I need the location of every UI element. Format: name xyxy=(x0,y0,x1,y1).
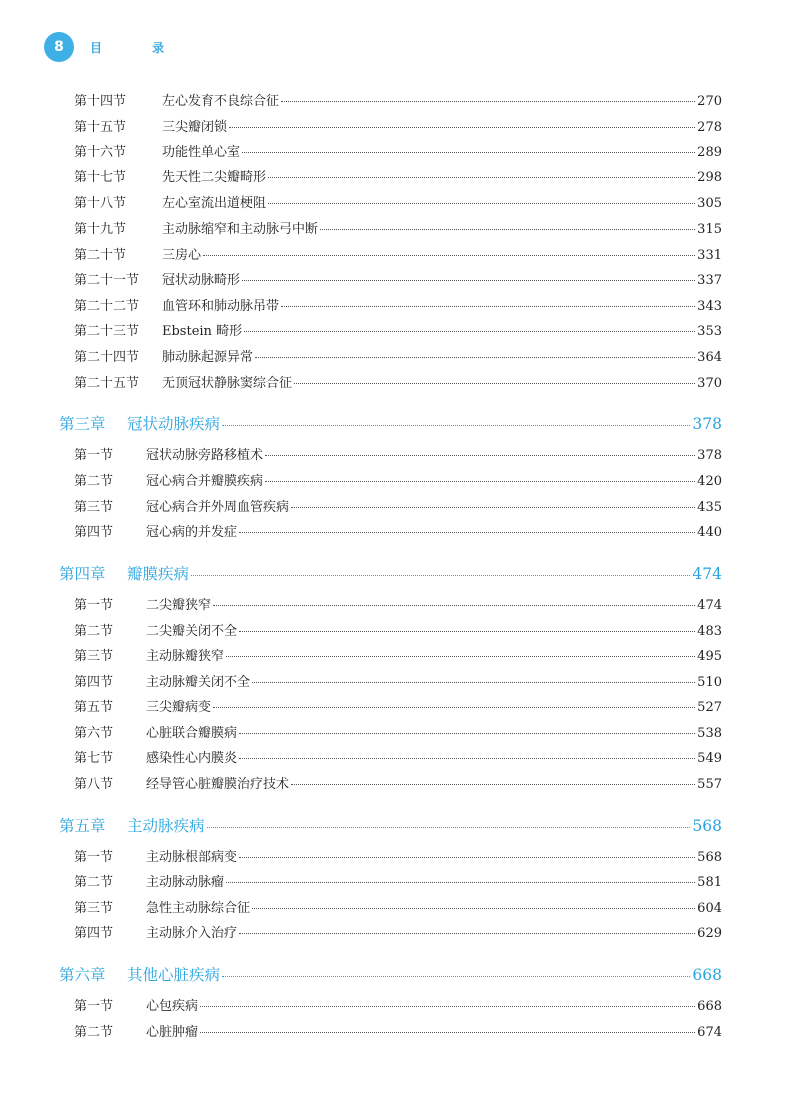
section-number: 第三节 xyxy=(74,901,114,916)
page-number: 420 xyxy=(697,474,722,489)
section-number: 第七节 xyxy=(74,751,114,766)
section-number: 第二节 xyxy=(74,1025,114,1040)
dot-leader xyxy=(229,127,695,128)
section-number: 第六节 xyxy=(74,726,114,741)
toc-section-row[interactable] xyxy=(74,244,722,263)
section-number: 第二十四节 xyxy=(74,350,140,365)
section-number: 第十八节 xyxy=(74,196,127,211)
section-number: 第一节 xyxy=(74,850,114,865)
toc-section-row[interactable] xyxy=(74,90,722,109)
section-number: 第八节 xyxy=(74,777,114,792)
section-title: 主动脉根部病变 xyxy=(146,850,238,865)
dot-leader xyxy=(242,280,695,281)
page-number-badge: 8 xyxy=(44,32,74,62)
section-title: 急性主动脉综合征 xyxy=(146,901,251,916)
section-number: 第三节 xyxy=(74,500,114,515)
section-title: Ebstein 畸形 xyxy=(162,324,243,339)
page-number: 378 xyxy=(697,448,722,463)
toc-section-row[interactable] xyxy=(74,594,722,613)
dot-leader xyxy=(252,908,695,909)
page-number: 581 xyxy=(697,875,722,890)
toc-section-row[interactable] xyxy=(74,871,722,890)
dot-leader xyxy=(239,933,695,934)
chapter-number: 第四章 xyxy=(59,565,106,583)
page-number: 278 xyxy=(697,120,722,135)
toc-section-row[interactable] xyxy=(74,747,722,766)
dot-leader xyxy=(291,507,695,508)
toc-section-row[interactable] xyxy=(74,218,722,237)
dot-leader xyxy=(294,383,695,384)
dot-leader xyxy=(265,455,695,456)
toc-section-row[interactable] xyxy=(74,620,722,639)
dot-leader xyxy=(207,827,691,828)
page-number: 557 xyxy=(697,777,722,792)
page-number: 435 xyxy=(697,500,722,515)
page-number: 527 xyxy=(697,700,722,715)
toc-section-row[interactable] xyxy=(74,1021,722,1040)
section-number: 第一节 xyxy=(74,598,114,613)
page-number: 370 xyxy=(697,376,722,391)
page-number: 538 xyxy=(697,726,722,741)
page-header xyxy=(44,32,187,62)
dot-leader xyxy=(213,707,695,708)
section-title: 肺动脉起源异常 xyxy=(162,350,254,365)
section-title: 主动脉瓣狭窄 xyxy=(146,649,225,664)
page-number: 510 xyxy=(697,675,722,690)
page-number: 270 xyxy=(697,94,722,109)
page-number: 568 xyxy=(692,817,722,835)
toc-section-row[interactable] xyxy=(74,846,722,865)
toc-chapter-row[interactable] xyxy=(59,814,722,836)
dot-leader xyxy=(244,331,695,332)
section-number: 第十四节 xyxy=(74,94,127,109)
page-number: 668 xyxy=(692,966,722,984)
dot-leader xyxy=(226,882,695,883)
dot-leader xyxy=(291,784,695,785)
section-title: 冠状动脉旁路移植术 xyxy=(146,448,264,463)
toc-section-row[interactable] xyxy=(74,645,722,664)
section-title: 冠心病的并发症 xyxy=(146,525,238,540)
section-title: 三尖瓣病变 xyxy=(146,700,212,715)
toc-section-row[interactable] xyxy=(74,444,722,463)
dot-leader xyxy=(200,1006,695,1007)
toc-chapter-row[interactable] xyxy=(59,562,722,584)
page-number: 474 xyxy=(692,565,722,583)
section-number: 第五节 xyxy=(74,700,114,715)
dot-leader xyxy=(213,605,695,606)
dot-leader xyxy=(239,631,695,632)
section-title: 冠心病合并瓣膜疾病 xyxy=(146,474,264,489)
section-number: 第四节 xyxy=(74,525,114,540)
section-title: 三房心 xyxy=(162,248,202,263)
dot-leader xyxy=(239,733,695,734)
section-title: 心脏肿瘤 xyxy=(146,1025,199,1040)
toc-section-row[interactable] xyxy=(74,922,722,941)
page-number: 331 xyxy=(697,248,722,263)
page-number: 474 xyxy=(697,598,722,613)
section-number: 第二十三节 xyxy=(74,324,140,339)
section-number: 第二十二节 xyxy=(74,299,140,314)
toc-section-row[interactable] xyxy=(74,496,722,515)
toc-section-row[interactable] xyxy=(74,116,722,135)
chapter-title: 主动脉疾病 xyxy=(127,817,205,835)
dot-leader xyxy=(203,255,695,256)
dot-leader xyxy=(252,682,695,683)
toc-section-row[interactable] xyxy=(74,696,722,715)
dot-leader xyxy=(255,357,695,358)
toc-section-row[interactable] xyxy=(74,346,722,365)
section-number: 第十六节 xyxy=(74,145,127,160)
dot-leader xyxy=(268,177,695,178)
section-number: 第二十节 xyxy=(74,248,127,263)
header-title: 目 录 xyxy=(90,40,188,55)
page-number: 440 xyxy=(697,525,722,540)
dot-leader xyxy=(222,425,690,426)
section-number: 第十五节 xyxy=(74,120,127,135)
page-number: 674 xyxy=(697,1025,722,1040)
section-number: 第一节 xyxy=(74,999,114,1014)
section-title: 主动脉瓣关闭不全 xyxy=(146,675,251,690)
page-number: 483 xyxy=(697,624,722,639)
section-title: 经导管心脏瓣膜治疗技术 xyxy=(146,777,290,792)
section-title: 左心发育不良综合征 xyxy=(162,94,280,109)
toc-section-row[interactable] xyxy=(74,320,722,339)
dot-leader xyxy=(320,229,695,230)
toc-section-row[interactable] xyxy=(74,192,722,211)
section-title: 左心室流出道梗阻 xyxy=(162,196,267,211)
section-title: 主动脉介入治疗 xyxy=(146,926,238,941)
dot-leader xyxy=(265,481,695,482)
section-number: 第一节 xyxy=(74,448,114,463)
section-title: 感染性心内膜炎 xyxy=(146,751,238,766)
dot-leader xyxy=(200,1032,695,1033)
dot-leader xyxy=(239,758,695,759)
page-number: 343 xyxy=(697,299,722,314)
dot-leader xyxy=(268,203,695,204)
chapter-number: 第三章 xyxy=(59,415,106,433)
section-number: 第二节 xyxy=(74,624,114,639)
page-number: 629 xyxy=(697,926,722,941)
section-number: 第十九节 xyxy=(74,222,127,237)
section-title: 无顶冠状静脉窦综合征 xyxy=(162,376,293,391)
dot-leader xyxy=(191,575,690,576)
page-number: 495 xyxy=(697,649,722,664)
dot-leader xyxy=(226,656,695,657)
section-title: 冠心病合并外周血管疾病 xyxy=(146,500,290,515)
page-number: 315 xyxy=(697,222,722,237)
page-number: 604 xyxy=(697,901,722,916)
section-number: 第四节 xyxy=(74,675,114,690)
dot-leader xyxy=(239,857,695,858)
section-title: 心包疾病 xyxy=(146,999,199,1014)
toc-chapter-row[interactable] xyxy=(59,412,722,434)
dot-leader xyxy=(281,306,695,307)
section-title: 主动脉动脉瘤 xyxy=(146,875,225,890)
section-title: 二尖瓣关闭不全 xyxy=(146,624,238,639)
dot-leader xyxy=(239,532,695,533)
section-title: 主动脉缩窄和主动脉弓中断 xyxy=(162,222,319,237)
page-number: 568 xyxy=(697,850,722,865)
section-title: 血管环和肺动脉吊带 xyxy=(162,299,280,314)
toc-chapter-row[interactable] xyxy=(59,963,722,985)
section-number: 第四节 xyxy=(74,926,114,941)
section-title: 功能性单心室 xyxy=(162,145,241,160)
toc-section-row[interactable] xyxy=(74,722,722,741)
section-number: 第二节 xyxy=(74,474,114,489)
chapter-title: 其他心脏疾病 xyxy=(127,966,221,984)
section-number: 第二十五节 xyxy=(74,376,140,391)
section-number: 第二节 xyxy=(74,875,114,890)
toc-section-row[interactable] xyxy=(74,995,722,1014)
chapter-number: 第六章 xyxy=(59,966,106,984)
section-number: 第三节 xyxy=(74,649,114,664)
toc-section-row[interactable] xyxy=(74,269,722,288)
page-number: 289 xyxy=(697,145,722,160)
toc-section-row[interactable] xyxy=(74,295,722,314)
toc-section-row[interactable] xyxy=(74,671,722,690)
toc-section-row[interactable] xyxy=(74,372,722,391)
toc-section-row[interactable] xyxy=(74,521,722,540)
dot-leader xyxy=(242,152,695,153)
section-number: 第十七节 xyxy=(74,170,127,185)
section-title: 先天性二尖瓣畸形 xyxy=(162,170,267,185)
toc-section-row[interactable] xyxy=(74,141,722,160)
page-number: 337 xyxy=(697,273,722,288)
toc-section-row[interactable] xyxy=(74,897,722,916)
chapter-number: 第五章 xyxy=(59,817,106,835)
section-title: 心脏联合瓣膜病 xyxy=(146,726,238,741)
page-number: 549 xyxy=(697,751,722,766)
section-title: 三尖瓣闭锁 xyxy=(162,120,228,135)
toc-section-row[interactable] xyxy=(74,470,722,489)
section-title: 冠状动脉畸形 xyxy=(162,273,241,288)
chapter-title: 冠状动脉疾病 xyxy=(127,415,221,433)
dot-leader xyxy=(222,976,690,977)
chapter-title: 瓣膜疾病 xyxy=(127,565,190,583)
section-number: 第二十一节 xyxy=(74,273,140,288)
dot-leader xyxy=(281,101,695,102)
page-number: 305 xyxy=(697,196,722,211)
page-number: 668 xyxy=(697,999,722,1014)
toc-section-row[interactable] xyxy=(74,166,722,185)
page-number: 364 xyxy=(697,350,722,365)
toc-section-row[interactable] xyxy=(74,773,722,792)
section-title: 二尖瓣狭窄 xyxy=(146,598,212,613)
page-number: 353 xyxy=(697,324,722,339)
page-number: 378 xyxy=(692,415,722,433)
page-number: 298 xyxy=(697,170,722,185)
